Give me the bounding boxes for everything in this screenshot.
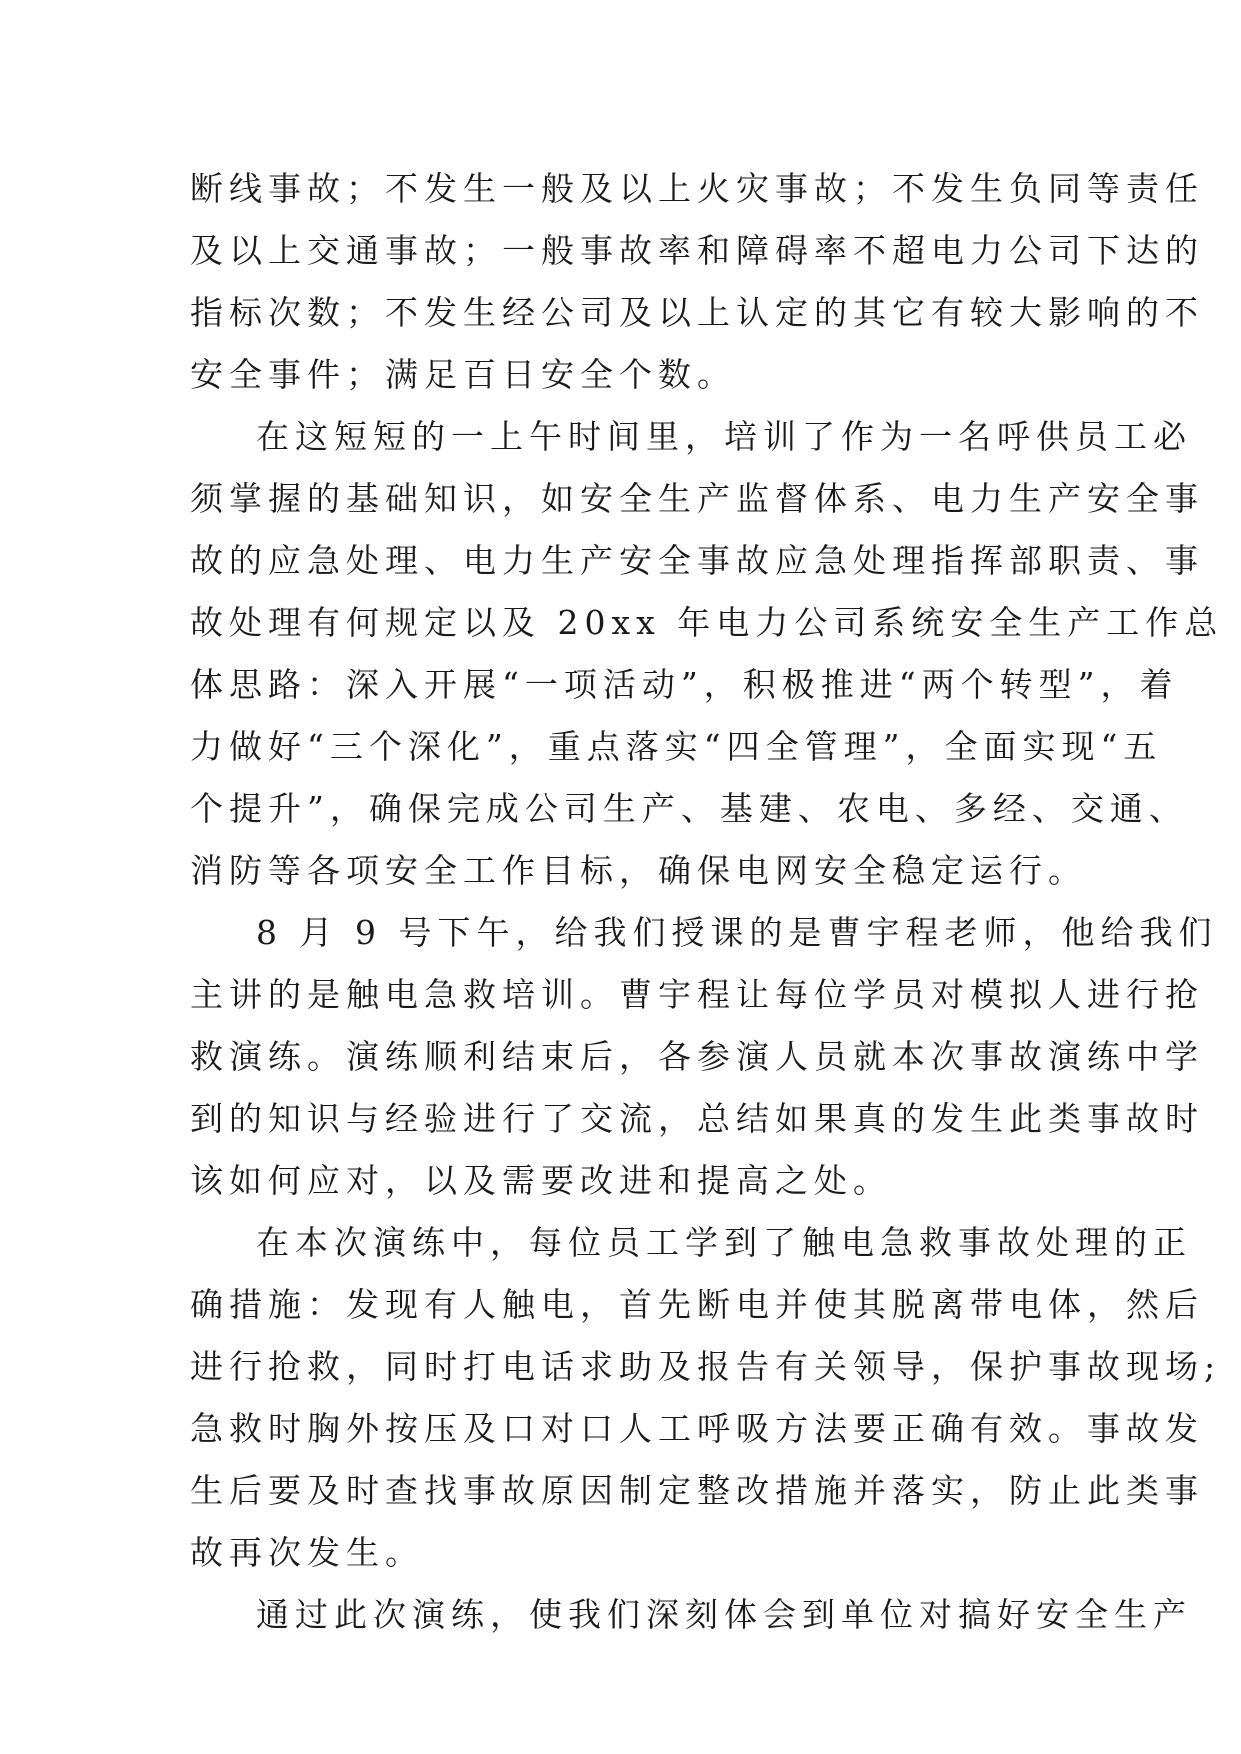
paragraph-line: 及以上交通事故；一般事故率和障碍率不超电力公司下达的 [190, 231, 1204, 270]
paragraph-line: 救演练。演练顺利结束后，各参演人员就本次事故演练中学 [190, 1037, 1204, 1076]
paragraph-1 [190, 158, 1204, 406]
paragraph-line: 8 月 9 号下午，给我们授课的是曹宇程老师，他给我们 [256, 913, 1218, 952]
paragraph-line: 个提升”，确保完成公司生产、基建、农电、多经、交通、 [190, 789, 1188, 828]
paragraph-line: 在本次演练中，每位员工学到了触电急救事故处理的正 [256, 1223, 1192, 1262]
paragraph-line: 体思路：深入开展“一项活动”，积极推进“两个转型”，着 [190, 665, 1179, 704]
paragraph-line: 故再次发生。 [190, 1533, 424, 1572]
paragraph-line: 断线事故；不发生一般及以上火灾事故；不发生负同等责任 [190, 169, 1204, 208]
paragraph-line: 进行抢救，同时打电话求助及报告有关领导，保护事故现场; [190, 1347, 1222, 1386]
paragraph-line: 须掌握的基础知识，如安全生产监督体系、电力生产安全事 [190, 479, 1204, 518]
paragraph-line: 消防等各项安全工作目标，确保电网安全稳定运行。 [190, 851, 1087, 890]
paragraph-3 [190, 902, 1218, 1212]
paragraph-line: 故的应急处理、电力生产安全事故应急处理指挥部职责、事 [190, 541, 1204, 580]
paragraph-line: 主讲的是触电急救培训。曹宇程让每位学员对模拟人进行抢 [190, 975, 1204, 1014]
paragraph-2 [190, 406, 1224, 902]
paragraph-line: 指标次数；不发生经公司及以上认定的其它有较大影响的不 [190, 293, 1204, 332]
paragraph-line: 通过此次演练，使我们深刻体会到单位对搞好安全生产 [256, 1595, 1192, 1634]
paragraph-line: 确措施：发现有人触电，首先断电并使其脱离带电体，然后 [190, 1285, 1204, 1324]
document-body [190, 158, 1224, 1646]
paragraph-line: 生后要及时查找事故原因制定整改措施并落实，防止此类事 [190, 1471, 1204, 1510]
paragraph-line: 急救时胸外按压及口对口人工呼吸方法要正确有效。事故发 [190, 1409, 1204, 1448]
paragraph-4 [190, 1212, 1222, 1584]
paragraph-line: 该如何应对，以及需要改进和提高之处。 [190, 1161, 892, 1200]
paragraph-line: 在这短短的一上午时间里，培训了作为一名呼供员工必 [256, 417, 1192, 456]
paragraph-line: 故处理有何规定以及 20xx 年电力公司系统安全生产工作总 [190, 603, 1224, 642]
paragraph-line: 安全事件；满足百日安全个数。 [190, 355, 736, 394]
paragraph-line: 到的知识与经验进行了交流，总结如果真的发生此类事故时 [190, 1099, 1204, 1138]
paragraph-line: 力做好“三个深化”，重点落实“四全管理”，全面实现“五 [190, 727, 1163, 766]
paragraph-5 [190, 1584, 1192, 1646]
